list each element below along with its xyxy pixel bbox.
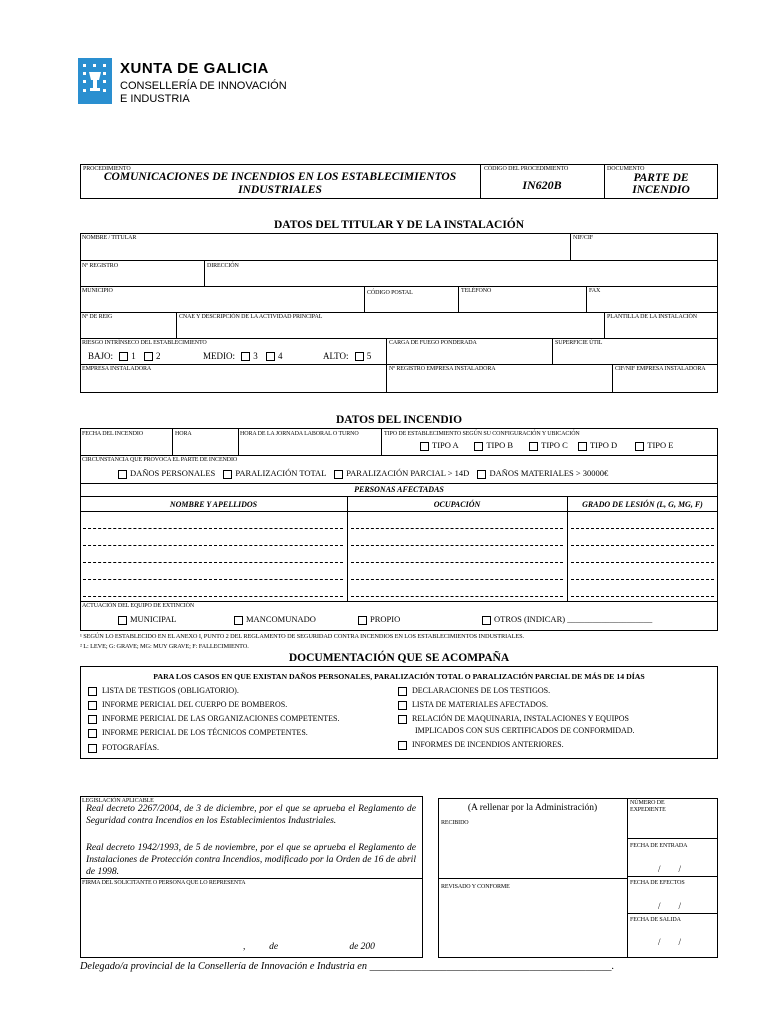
revisado-label: REVISADO Y CONFORME — [441, 884, 510, 890]
doc-right-3b: IMPLICADOS CON SUS CERTIFICADOS DE CONFORMIDAD. — [415, 726, 635, 735]
tipo-estab-label: TIPO DE ESTABLECIMIENTO SEGÚN SU CONFIGURACIÓN Y UBICACIÓN — [384, 431, 580, 437]
doc-maquinaria-checkbox[interactable] — [398, 715, 407, 724]
expediente-label: NÚMERO DE EXPEDIENTE — [630, 800, 666, 813]
admin-title: (A rellenar por la Administración) — [467, 803, 598, 813]
fecha-salida-label: FECHA DE SALIDA — [630, 917, 681, 923]
row-nombre-2[interactable] — [83, 545, 343, 546]
doc-left-1: LISTA DE TESTIGOS (OBLIGATORIO). — [88, 686, 239, 696]
fecha-entrada-value[interactable]: / / — [658, 864, 682, 874]
doc-anteriores-checkbox[interactable] — [398, 741, 407, 750]
superficie-field[interactable]: SUPERFICIE ÚTIL — [555, 340, 603, 346]
fecha-efectos-value[interactable]: / / — [658, 901, 682, 911]
row-grado-2[interactable] — [571, 545, 714, 546]
row-ocupacion-2[interactable] — [351, 545, 563, 546]
doc-materiales-checkbox[interactable] — [398, 701, 407, 710]
doc-declaraciones-checkbox[interactable] — [398, 687, 407, 696]
propio-checkbox[interactable] — [358, 616, 367, 625]
col-ocupacion: OCUPACIÓN — [433, 500, 481, 509]
doc-left-5: FOTOGRAFÍAS. — [88, 743, 159, 753]
row-grado-3[interactable] — [571, 562, 714, 563]
row-ocupacion-1[interactable] — [351, 528, 563, 529]
medio-options: MEDIO: 3 4 — [203, 351, 283, 361]
procedimiento-title: COMUNICACIONES DE INCENDIOS EN LOS ESTABLECIMIENTOS INDUSTRIALES — [103, 171, 457, 196]
doc-right-4: INFORMES DE INCENDIOS ANTERIORES. — [398, 740, 564, 750]
alto-options: ALTO: 5 — [323, 351, 372, 361]
reig-field[interactable]: Nº DE REIG — [82, 314, 113, 320]
paralizacion-total-checkbox[interactable] — [223, 470, 232, 479]
tipo-options: TIPO A TIPO B TIPO C TIPO D TIPO E — [420, 440, 673, 451]
dept-line2: E INDUSTRIA — [120, 93, 190, 105]
registro-empresa-field[interactable]: Nº REGISTRO EMPRESA INSTALADORA — [389, 366, 496, 372]
carga-field[interactable]: CARGA DE FUEGO PONDERADA — [389, 340, 477, 346]
firma-label: FIRMA DEL SOLICITANTE O PERSONA QUE LO REPRESENTA — [82, 880, 246, 886]
tipo-d-checkbox[interactable] — [578, 442, 587, 451]
hora-jornada-field[interactable]: HORA DE LA JORNADA LABORAL O TURNO — [240, 431, 359, 437]
row-grado-4[interactable] — [571, 579, 714, 580]
mancomunado-checkbox[interactable] — [234, 616, 243, 625]
alto-5-checkbox[interactable] — [355, 352, 364, 361]
note-2: ² L: LEVE; G: GRAVE; MG: MUY GRAVE; F: FALLECIMIENTO. — [80, 643, 249, 650]
actuacion-otros: OTROS (INDICAR) ____________________ — [482, 614, 652, 625]
tipo-e-checkbox[interactable] — [635, 442, 644, 451]
fecha-entrada-label: FECHA DE ENTRADA — [630, 843, 688, 849]
cp-field[interactable]: CÓDIGO POSTAL — [367, 290, 413, 296]
registro-field[interactable]: Nº REGISTRO — [82, 263, 118, 269]
note-1: ¹ SEGÚN LO ESTABLECIDO EN EL ANEXO I, PUNTO 2 DEL REGLAMENTO DE SEGURIDAD CONTRA INCENDIOS EN LOS ESTABLECIMIENTOS INDUSTRIALES. — [80, 633, 524, 640]
ley-2: Real decreto 1942/1993, de 5 de noviembre, por el que se aprueba el Reglamento de Instalaciones de Protección contra Incendios, modificado por la Orden de 16 de abril de 1998. — [86, 842, 416, 877]
fecha-salida-value[interactable]: / / — [658, 937, 682, 947]
tipo-c-checkbox[interactable] — [529, 442, 538, 451]
dept-line1: CONSELLERÍA DE INNOVACIÓN — [120, 80, 287, 92]
row-grado-1[interactable] — [571, 528, 714, 529]
plantilla-field[interactable]: PLANTILLA DE LA INSTALACIÓN — [607, 314, 697, 320]
hora-field[interactable]: HORA — [175, 431, 192, 437]
actuacion-mancomunado: MANCOMUNADO — [234, 614, 316, 625]
documentacion-title: DOCUMENTACIÓN QUE SE ACOMPAÑA — [288, 652, 510, 664]
doc-fotografias-checkbox[interactable] — [88, 744, 97, 753]
recibido-label: RECIBIDO — [441, 820, 469, 826]
telefono-field[interactable]: TELÉFONO — [461, 288, 492, 294]
nombre-titular-field[interactable]: NOMBRE / TITULAR — [82, 235, 137, 241]
col-nombre: NOMBRE Y APELLIDOS — [169, 500, 258, 509]
direccion-field[interactable]: DIRECCIÓN — [207, 263, 239, 269]
fecha-firma[interactable]: , de de 200 — [243, 942, 375, 952]
actuacion-propio: PROPIO — [358, 614, 400, 625]
medio-4-checkbox[interactable] — [266, 352, 275, 361]
actuacion-municipal: MUNICIPAL — [118, 614, 176, 625]
municipio-field[interactable]: MUNICIPIO — [82, 288, 113, 294]
galicia-shield-icon — [78, 58, 112, 104]
delegado-footer: Delegado/a provincial de la Consellería de Innovación e Industria en _______________________________________________. — [80, 961, 615, 972]
doc-right-3: RELACIÓN DE MAQUINARIA, INSTALACIONES Y EQUIPOS — [398, 714, 629, 724]
circunstancia-label: CIRCUNSTANCIA QUE PROVOCA EL PARTE DE INCENDIO — [82, 457, 238, 463]
tipo-b-checkbox[interactable] — [474, 442, 483, 451]
riesgo-options: BAJO: 1 2 — [88, 351, 161, 361]
col-grado: GRADO DE LESIÓN (L, G, MG, F) — [582, 500, 703, 509]
danos-materiales-checkbox[interactable] — [477, 470, 486, 479]
medio-3-checkbox[interactable] — [241, 352, 250, 361]
doc-right-2: LISTA DE MATERIALES AFECTADOS. — [398, 700, 548, 710]
fecha-efectos-label: FECHA DE EFECTOS — [630, 880, 685, 886]
actuacion-label: ACTUACIÓN DEL EQUIPO DE EXTINCIÓN — [82, 603, 195, 609]
row-ocupacion-3[interactable] — [351, 562, 563, 563]
documento-label: DOCUMENTO — [607, 166, 645, 172]
cif-empresa-field[interactable]: CIF/NIF EMPRESA INSTALADORA — [615, 366, 706, 372]
bajo-1-checkbox[interactable] — [119, 352, 128, 361]
codigo-label: CÓDIGO DEL PROCEDIMIENTO — [484, 166, 569, 172]
row-grado-5[interactable] — [571, 596, 714, 597]
otros-checkbox[interactable] — [482, 616, 491, 625]
doc-left-2: INFORME PERICIAL DEL CUERPO DE BOMBEROS. — [88, 700, 287, 710]
legislacion-label: LEGISLACIÓN APLICABLE — [82, 798, 154, 804]
row-nombre-3[interactable] — [83, 562, 343, 563]
row-nombre-5[interactable] — [83, 596, 343, 597]
ley-1: Real decreto 2267/2004, de 3 de diciembre, por el que se aprueba el Reglamento de Seguridad contra Incendios en los Establecimientos Industriales. — [86, 803, 416, 826]
row-ocupacion-5[interactable] — [351, 596, 563, 597]
tipo-a-checkbox[interactable] — [420, 442, 429, 451]
documento-title: PARTE DE INCENDIO — [632, 172, 690, 196]
logo-shield — [78, 58, 112, 104]
fecha-incendio-field[interactable]: FECHA DEL INCENDIO — [82, 431, 143, 437]
documentacion-subtitle: PARA LOS CASOS EN QUE EXISTAN DAÑOS PERSONALES, PARALIZACIÓN TOTAL O PARALIZACIÓN PARCIAL DE MÁS DE 14 DÍAS — [153, 672, 645, 681]
paralizacion-parcial-checkbox[interactable] — [334, 470, 343, 479]
nif-field[interactable]: NIF/CIF — [573, 235, 593, 241]
codigo-value: IN620B — [522, 178, 562, 192]
empresa-field[interactable]: EMPRESA INSTALADORA — [82, 366, 152, 372]
row-nombre-4[interactable] — [83, 579, 343, 580]
doc-tecnicos-checkbox[interactable] — [88, 729, 97, 738]
row-nombre-1[interactable] — [83, 528, 343, 529]
incendio-title: DATOS DEL INCENDIO — [335, 414, 463, 426]
municipal-checkbox[interactable] — [118, 616, 127, 625]
doc-bomberos-checkbox[interactable] — [88, 701, 97, 710]
procedimiento-label: PROCEDIMIENTO — [83, 166, 131, 172]
firma-area[interactable] — [82, 888, 420, 938]
doc-testigos-checkbox[interactable] — [88, 687, 97, 696]
doc-right-1: DECLARACIONES DE LOS TESTIGOS. — [398, 686, 550, 696]
doc-organizaciones-checkbox[interactable] — [88, 715, 97, 724]
titular-title: DATOS DEL TITULAR Y DE LA INSTALACIÓN — [273, 219, 525, 231]
cnae-field[interactable]: CNAE Y DESCRIPCIÓN DE LA ACTIVIDAD PRINCIPAL — [179, 314, 323, 320]
bajo-2-checkbox[interactable] — [144, 352, 153, 361]
doc-left-3: INFORME PERICIAL DE LAS ORGANIZACIONES COMPETENTES. — [88, 714, 339, 724]
doc-left-4: INFORME PERICIAL DE LOS TÉCNICOS COMPETENTES. — [88, 728, 308, 738]
danos-personales-checkbox[interactable] — [118, 470, 127, 479]
fax-field[interactable]: FAX — [589, 288, 601, 294]
circunstancia-options: DAÑOS PERSONALES PARALIZACIÓN TOTAL PARALIZACIÓN PARCIAL > 14D DAÑOS MATERIALES > 30000€ — [118, 468, 608, 479]
org-name: XUNTA DE GALICIA — [120, 60, 269, 77]
row-ocupacion-4[interactable] — [351, 579, 563, 580]
personas-afectadas-label: PERSONAS AFECTADAS — [354, 485, 444, 494]
riesgo-label: RIESGO INTRÍNSECO DEL ESTABLECIMIENTO — [82, 340, 207, 346]
